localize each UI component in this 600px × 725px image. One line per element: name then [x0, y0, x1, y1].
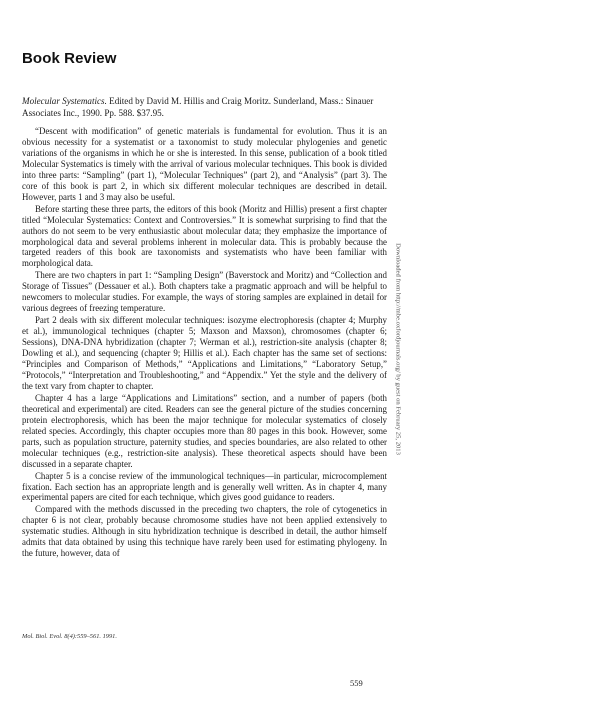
book-citation — [22, 96, 387, 119]
journal-citation: Mol. Biol. Evol. 8(4):559–561. 1991. — [22, 633, 117, 640]
review-body — [22, 126, 387, 560]
paragraph: Part 2 deals with six different molecular techniques: isozyme electrophoresis (chapter 4; Murphy et al.), immunological techniques (chapter 5; Maxson and Maxson), chromosomes (chapter 6; Sessions), DNA-DNA hybridization (chapter 7; Werman et al.), restriction-site analysis (chapter 8; Dowling et al.), and sequencing (chapter 9; Hillis et al.). Each chapter has the same set of sections: “Principles and Comparison of Methods,” “Applications and Limitations,” “Laboratory Setup,” “Protocols,” “Interpretation and Troubleshooting,” and “Appendix.” Yet the style and the delivery of the text vary from chapter to chapter. — [22, 315, 387, 391]
page-number: 559 — [350, 678, 363, 688]
paragraph: Compared with the methods discussed in the preceding two chapters, the role of cytogenetics in chapter 6 is not clear, probably because chromosome studies have not been applied extensively to systematic studies. Although in situ hybridization technique is described in detail, the author himself admits that data obtained by using this technique have rarely been used for estimating phylogeny. In the future, however, data of — [22, 504, 387, 559]
paragraph: Chapter 4 has a large “Applications and Limitations” section, and a number of papers (both theoretical and experimental) are cited. Readers can see the general picture of the studies concerning protein electrophoresis, which has been the major technique for molecular systematics of closely related species. Accordingly, this chapter occupies more than 80 pages in this book. However, some parts, such as population structure, paternity studies, and species boundaries, are also related to other molecular techniques (e.g., restriction-site analysis). These theoretical aspects should have been discussed in a separate chapter. — [22, 392, 387, 469]
page-title: Book Review — [22, 50, 117, 67]
download-watermark-text: Downloaded from http://mbe.oxfordjournals.org/ by guest on February 25, 2013 — [394, 243, 402, 455]
download-watermark — [393, 214, 403, 484]
paragraph: There are two chapters in part 1: “Sampling Design” (Baverstock and Moritz) and “Collection and Storage of Tissues” (Dessauer et al.). Both chapters take a pragmatic approach and will be helpful to newcomers to molecular studies. For example, the ways of storing samples are explained in detail for various degrees of freezing temperature. — [22, 270, 387, 314]
citation-details: Edited by David M. Hillis and Craig Moritz. Sunderland, Mass.: Sinauer Associates Inc., 1990. Pp. 588. $37.95. — [22, 96, 374, 118]
book-title: Molecular Systematics. — [22, 96, 107, 106]
paragraph: Before starting these three parts, the editors of this book (Moritz and Hillis) present a first chapter titled “Molecular Systematics: Context and Controversies.” It is somewhat surprising to find that the authors do not seem to be very enthusiastic about molecular data; they emphasize the importance of morphological data and several problems inherent in molecular data. This is probably because the targeted readers of this book are taxonomists and systematists who have been familiar with morphological data. — [22, 203, 387, 269]
paragraph: Chapter 5 is a concise review of the immunological techniques—in particular, microcomplement fixation. Each section has an appropriate length and is generally well written. As in chapter 4, many experimental papers are cited for each technique, which gives good guidance to readers. — [22, 470, 387, 503]
paragraph: “Descent with modification” of genetic materials is fundamental for evolution. Thus it is an obvious necessity for a systematist or a taxonomist to study molecular phylogenies and genetic variations of the organisms in which he or she is interested. In this sense, publication of a book titled Molecular Systematics is timely with the arrival of various molecular techniques. This book is divided into three parts: “Sampling” (part 1), “Molecular Techniques” (part 2), and “Analysis” (part 3). The core of this book is part 2, in which six different molecular techniques are described in detail. However, parts 1 and 3 may also be useful. — [22, 126, 387, 202]
